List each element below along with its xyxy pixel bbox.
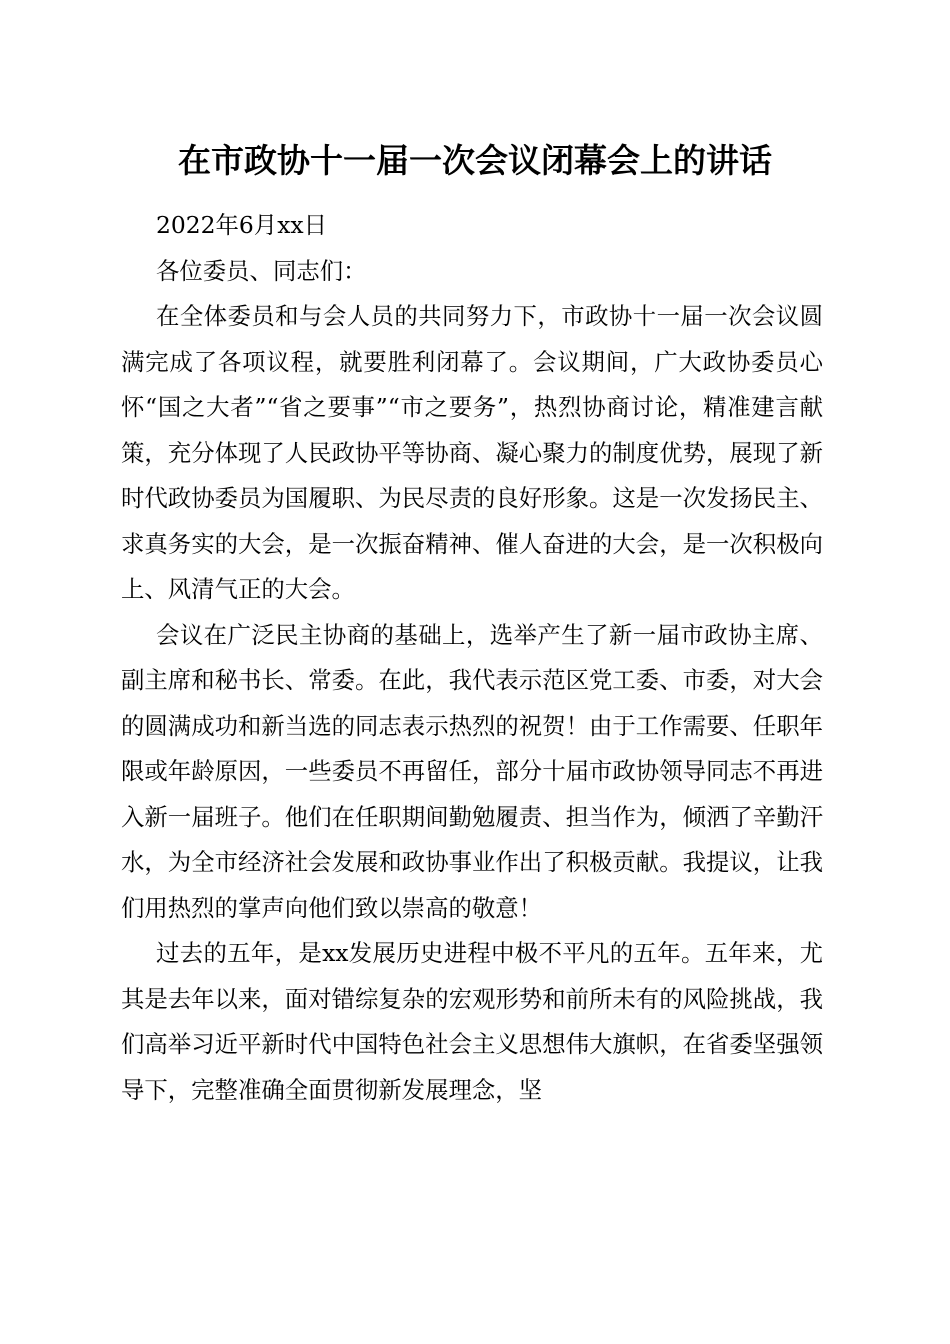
paragraph-1: 在全体委员和与会人员的共同努力下，市政协十一届一次会议圆满完成了各项议程，就要胜利闭幕了。会议期间，广大政协委员心怀“国之大者”“省之要事”“市之要务”，热烈协商讨论，精准建言献策，充分体现了人民政协平等协商、凝心聚力的制度优势，展现了新时代政协委员为国履职、为民尽责的良好形象。这是一次发扬民主、求真务实的大会，是一次振奋精神、催人奋进的大会，是一次积极向上、风清气正的大会。 xyxy=(121,302,823,603)
document-body xyxy=(121,203,823,1113)
salutation: 各位委员、同志们： xyxy=(156,256,367,285)
paragraph-2: 会议在广泛民主协商的基础上，选举产生了新一届市政协主席、副主席和秘书长、常委。在此，我代表示范区党工委、市委，对大会的圆满成功和新当选的同志表示热烈的祝贺！由于工作需要、任职年限或年龄原因，一些委员不再留任，部分十届市政协领导同志不再进入新一届班子。他们在任职期间勤勉履责、担当作为，倾洒了辛勤汗水，为全市经济社会发展和政协事业作出了积极贡献。我提议，让我们用热烈的掌声向他们致以崇高的敬意！ xyxy=(121,620,823,922)
document-date: 2022年6月xx日 xyxy=(156,211,327,239)
document-title: 在市政协十一届一次会议闭幕会上的讲话 xyxy=(178,141,772,180)
paragraph-3: 过去的五年，是xx发展历史进程中极不平凡的五年。五年来，尤其是去年以来，面对错综复杂的宏观形势和前所未有的风险挑战，我们高举习近平新时代中国特色社会主义思想伟大旗帜，在省委坚强领导下，完整准确全面贯彻新发展理念，坚 xyxy=(121,939,823,1104)
